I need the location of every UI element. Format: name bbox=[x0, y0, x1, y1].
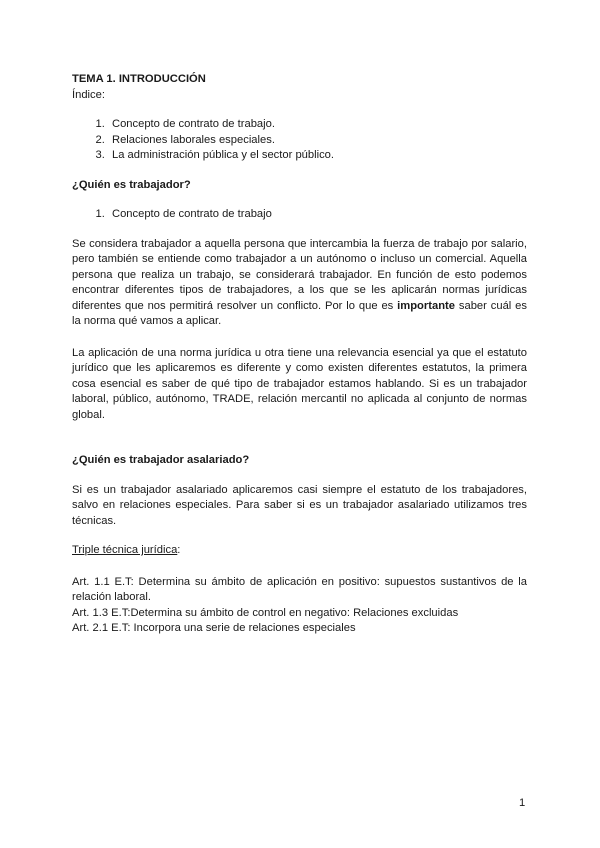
index-item: 2. Relaciones laborales especiales. bbox=[108, 133, 527, 149]
paragraph-1-end: saber cuál es la norma qué vamos a aplicar. bbox=[72, 299, 527, 327]
index-item: 1. Concepto de contrato de trabajo. bbox=[108, 117, 527, 133]
emphasis-importante: importante bbox=[397, 299, 455, 312]
triple-tecnica-colon: : bbox=[177, 544, 181, 556]
index-label: Índice: bbox=[72, 88, 105, 101]
page-content bbox=[72, 72, 527, 637]
heading-trabajador-asalariado: ¿Quién es trabajador asalariado? bbox=[72, 454, 250, 466]
index-list bbox=[72, 117, 527, 164]
index-item: 3. La administración pública y el sector público. bbox=[108, 148, 527, 164]
article-1-3: Art. 1.3 E.T:Determina su ámbito de control en negativo: Relaciones excluidas bbox=[72, 606, 459, 619]
triple-tecnica-text: Triple técnica jurídica bbox=[72, 544, 178, 556]
article-1-1: Art. 1.1 E.T: Determina su ámbito de aplicación en positivo: supuestos sustantivos de la relación laboral. bbox=[72, 575, 527, 603]
doc-title: TEMA 1. INTRODUCCIÓN bbox=[72, 73, 206, 85]
paragraph-1-text: Se considera trabajador a aquella persona que intercambia la fuerza de trabajo por salario, pero también se entiende como trabajador a un autónomo o incluso un comercial. Aquella persona que realiza un trabajo, se considerará trabajador. En función de esto podemos encontrar diferentes tipos de trabajadores, a los que se les aplicarán normas jurídicas diferentes que nos permitirá resolver un conflicto. Por lo que es bbox=[72, 237, 527, 312]
heading-quien-es-trabajador: ¿Quién es trabajador? bbox=[72, 178, 191, 191]
page-number: 1 bbox=[519, 797, 526, 809]
sub-list-item: 1. Concepto de contrato de trabajo bbox=[108, 207, 527, 223]
paragraph-1 bbox=[72, 237, 527, 330]
sub-list bbox=[72, 207, 527, 223]
triple-tecnica-label bbox=[72, 543, 527, 559]
article-2-1: Art. 2.1 E.T: Incorpora una serie de relaciones especiales bbox=[72, 622, 356, 634]
paragraph-2: La aplicación de una norma jurídica u otra tiene una relevancia esencial ya que el estatuto jurídico que les aplicaremos es diferente y como existen diferentes estatutos, la primera cosa esencial es saber de qué tipo de trabajador estamos hablando. Si es un trabajador laboral, público, autónomo, TRADE, relación mercantil no aplicada al conjunto de normas global. bbox=[72, 346, 527, 421]
paragraph-3: Si es un trabajador asalariado aplicaremos casi siempre el estatuto de los trabajadores, salvo en relaciones especiales. Para saber si es un trabajador asalariado utilizamos tres técnicas. bbox=[72, 483, 527, 527]
